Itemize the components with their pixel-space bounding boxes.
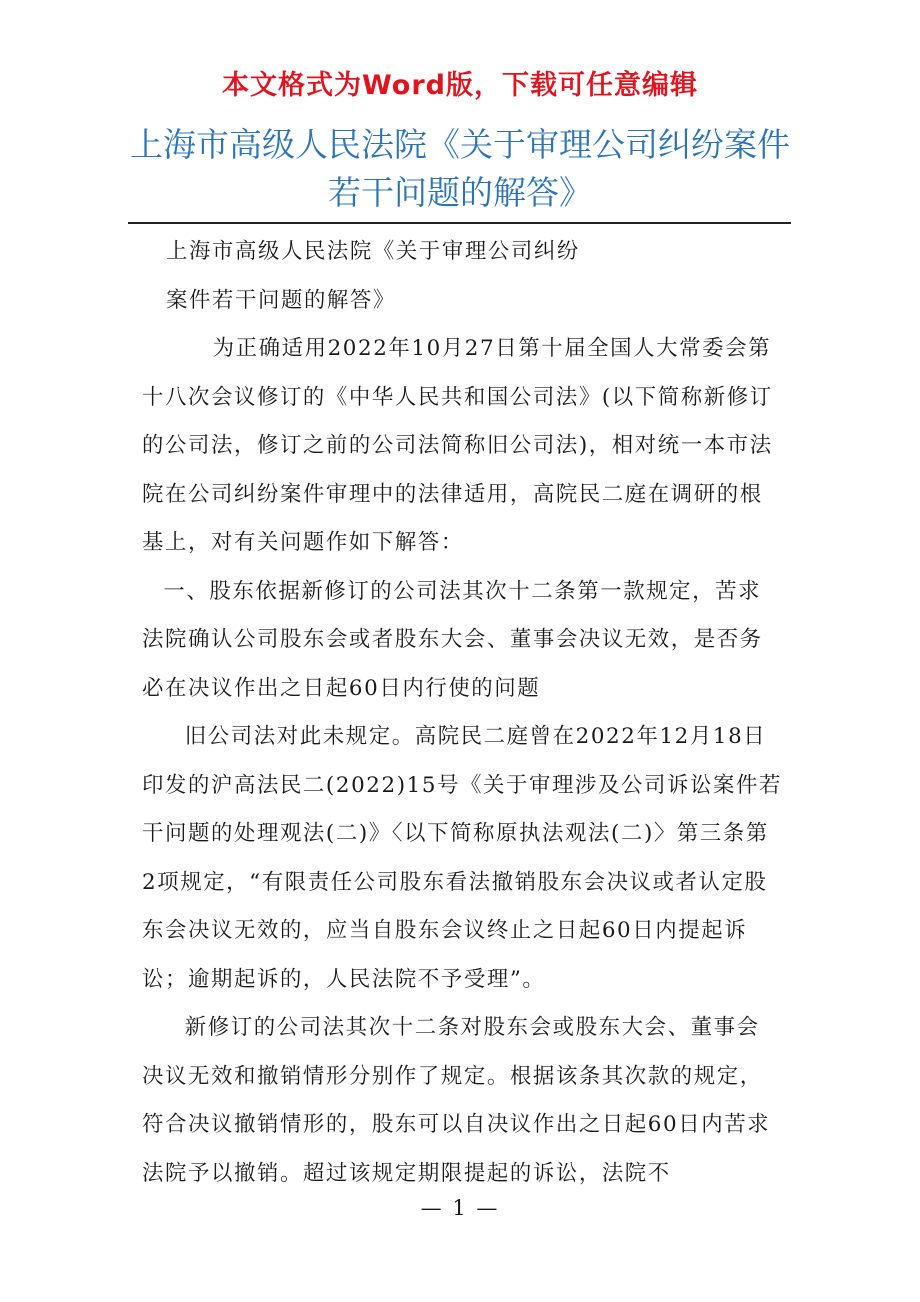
page-number: — 1 —: [420, 1196, 500, 1220]
download-notice-banner: 本文格式为Word版，下载可任意编辑: [221, 70, 698, 101]
new-law-paragraph: 新修订的公司法其次十二条对股东会或股东大会、董事会决议无效和撤销情形分别作了规定。根据该条其次款的规定，符合决议撤销情形的，股东可以自决议作出之日起60日内苦求法院予以撤销。超过该规定期限提起的诉讼，法院不: [142, 1015, 771, 1186]
old-law-paragraph: 旧公司法对此未规定。高院民二庭曾在2022年12月18日印发的沪高法民二(2022)15号《关于审理涉及公司诉讼案件若干问题的处理观法(二)》〈以下简称原执法观法(二)〉第三条第2项规定，“有限责任公司股东看法撤销股东会决议或者认定股东会决议无效的，应当自股东会议终止之日起60日内提起诉讼；逾期起诉的，人民法院不予受理”。: [142, 724, 782, 992]
question-one-heading: 一、股东依据新修订的公司法其次十二条第一款规定，苦求法院确认公司股东会或者股东大会、董事会决议无效，是否务必在决议作出之日起60日内行使的问题: [142, 578, 763, 701]
subtitle-line-1: 上海市高级人民法院《关于审理公司纠纷: [166, 239, 580, 264]
subtitle-line-2: 案件若干问题的解答》: [166, 287, 396, 313]
document-title: 上海市高级人民法院《关于审理公司纠纷案件若干问题的解答》: [130, 125, 790, 212]
intro-paragraph: 为正确适用2022年10月27日第十届全国人大常委会第十八次会议修订的《中华人民共和国公司法》(以下简称新修订的公司法，修订之前的公司法简称旧公司法)，相对统一本市法院在公司纠纷案件审理中的法律适用，高院民二庭在调研的根基上，对有关问题作如下解答：: [142, 336, 773, 555]
title-divider: [128, 222, 791, 224]
document-body: [142, 228, 782, 1198]
